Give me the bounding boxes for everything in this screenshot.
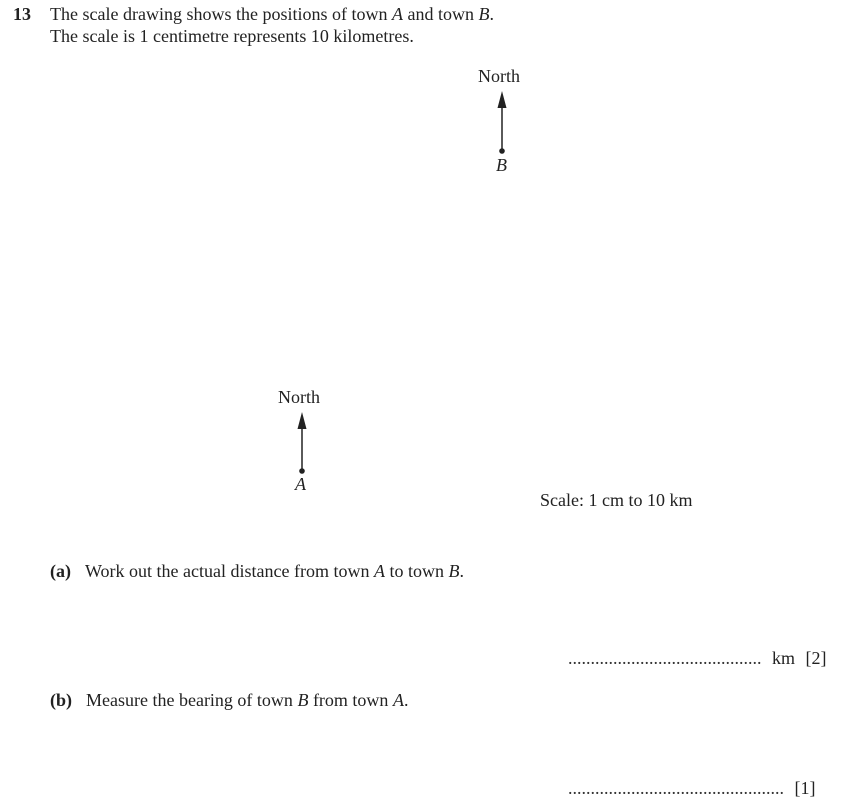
part-a-text-start: Work out the actual distance from town (85, 561, 374, 581)
intro-town-a: A (391, 4, 403, 24)
north-label-b: North (478, 66, 520, 86)
part-a-town-b: B (448, 561, 460, 581)
part-a-answer-line (568, 648, 827, 669)
part-b-question (50, 690, 408, 711)
scale-label: Scale: 1 cm to 10 km (540, 490, 693, 510)
town-b-point (499, 148, 505, 154)
town-b-label: B (496, 155, 507, 175)
scale-sentence: The scale is 1 centimetre represents 10 kilometres. (50, 26, 414, 46)
town-a-label: A (295, 474, 306, 494)
part-a-marks: [2] (805, 648, 827, 668)
intro-text-end: . (489, 4, 494, 24)
part-b-text (86, 690, 408, 710)
intro-town-b: B (478, 4, 490, 24)
north-arrow-b-head (498, 91, 507, 108)
part-b-answer-line (568, 778, 816, 799)
part-b-marks: [1] (794, 778, 816, 798)
part-a-label: (a) (50, 561, 71, 581)
part-a-text-end: . (459, 561, 464, 581)
town-a-point (299, 468, 305, 474)
north-label-a: North (278, 387, 320, 407)
part-a-question (50, 561, 464, 582)
part-a-text-mid: to town (384, 561, 449, 581)
part-a-text (85, 561, 464, 581)
part-a-town-a: A (373, 561, 385, 581)
part-b-answer-field[interactable]: ................................................ (568, 778, 784, 798)
part-b-town-b: B (297, 690, 309, 710)
intro-text-start: The scale drawing shows the positions of town (50, 4, 392, 24)
north-arrow-a-head (298, 412, 307, 429)
part-a-unit: km (772, 648, 796, 668)
part-b-text-mid: from town (308, 690, 393, 710)
part-b-text-start: Measure the bearing of town (86, 690, 298, 710)
intro-text-mid: and town (402, 4, 479, 24)
part-b-label: (b) (50, 690, 72, 710)
part-b-town-a: A (392, 690, 404, 710)
part-b-text-end: . (403, 690, 409, 710)
question-number: 13 (13, 4, 31, 24)
part-a-answer-field[interactable]: ........................................... (568, 648, 762, 668)
